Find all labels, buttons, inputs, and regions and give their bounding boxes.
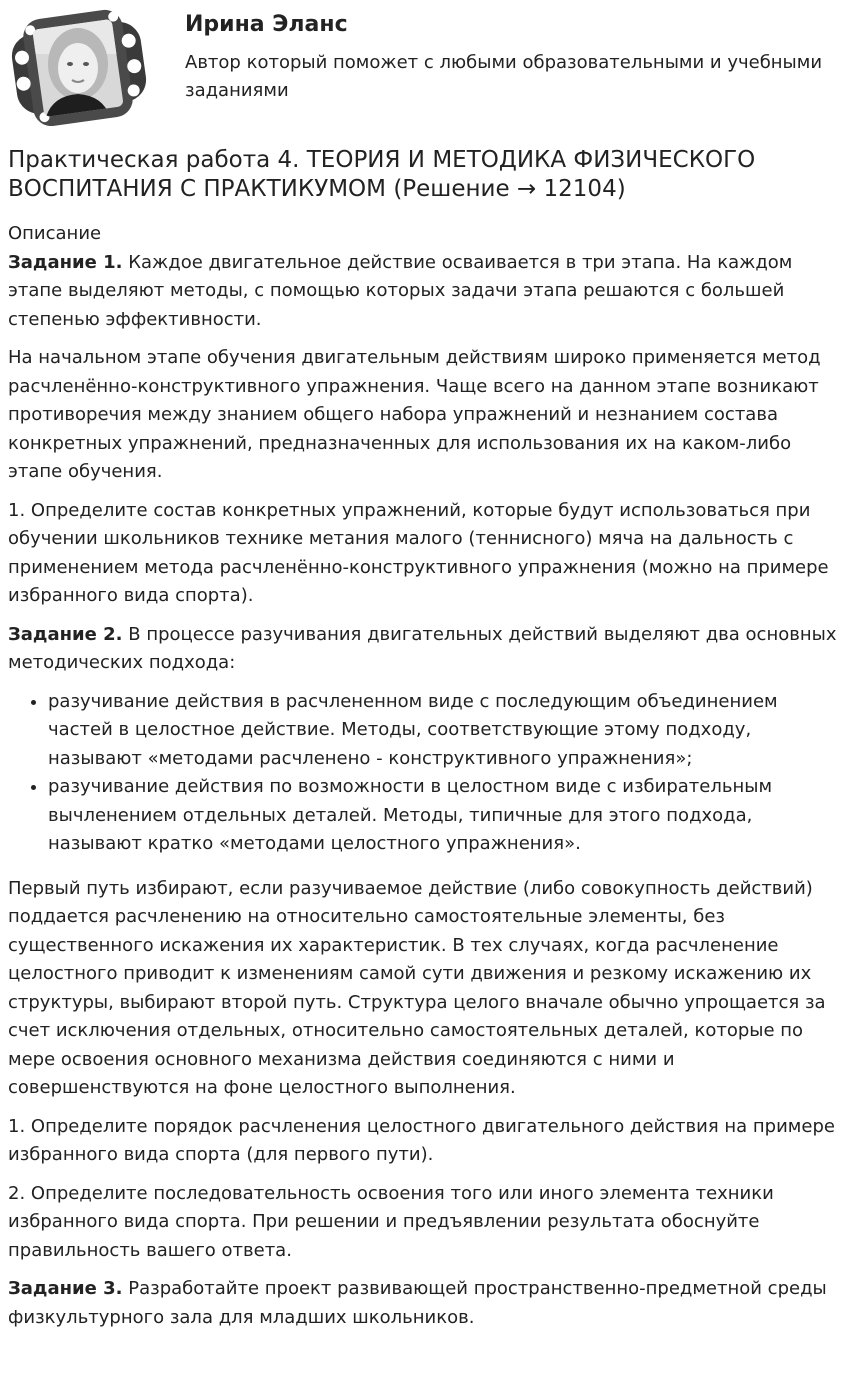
avatar-image <box>8 8 150 126</box>
list-item: • разучивание действия в расчлененном виде с последующим объединением частей в целостное действие. Методы, соответствующие этому подходу, называют «методами расчленено - конструктивного упражнения»; <box>48 688 838 774</box>
author-card <box>0 0 847 140</box>
task2-label: Задание 2. <box>8 623 123 645</box>
task3-paragraph <box>8 1275 838 1332</box>
task2-approaches-list <box>8 688 838 859</box>
author-bio: Автор который поможет с любыми образовательными и учебными заданиями <box>185 52 823 101</box>
page-title: Практическая работа 4. ТЕОРИЯ И МЕТОДИКА ФИЗИЧЕСКОГО ВОСПИТАНИЯ С ПРАКТИКУМОМ (Решение → 12104) <box>8 147 756 202</box>
task2-paragraph <box>8 621 838 678</box>
description-label: Описание <box>8 223 102 244</box>
task1-text: Каждое двигательное действие осваивается в три этапа. На каждом этапе выделяют методы, с помощью которых задачи этапа решаются с большей степенью эффективности. <box>8 251 793 330</box>
task1-paragraph <box>8 249 838 335</box>
avatar[interactable] <box>8 8 150 126</box>
task2-text: В процессе разучивания двигательных действий выделяют два основных методических подхода: <box>8 623 837 673</box>
task2-paragraph-2: Первый путь избирают, если разучиваемое действие (либо совокупность действий) поддается расчленению на относительно самостоятельные элементы, без существенного искажения их характеристик. В тех случаях, когда расчленение целостного приводит к изменениям самой сути движения и резкому искажению их структуры, выбирают второй путь. Структура целого вначале обычно упрощается за счет исключения отдельных, относительно самостоятельных деталей, которые по мере освоения основного механизма действия соединяются с ними и совершенствуются на фоне целостного выполнения. <box>8 877 826 1098</box>
task1-label: Задание 1. <box>8 251 123 273</box>
task3-text: Разработайте проект развивающей пространственно-предметной среды физкультурного зала для младших школьников. <box>8 1278 827 1328</box>
task1-question-1: 1. Определите состав конкретных упражнений, которые будут использоваться при обучении школьников технике метания малого (теннисного) мяча на дальность с применением метода расчленённо-конструктивного упражнения (можно на примере избранного вида спорта). <box>8 499 829 606</box>
task2-question-2: 2. Определите последовательность освоения того или иного элемента техники избранного вида спорта. При решении и предъявлении результата обоснуйте правильность вашего ответа. <box>8 1182 774 1261</box>
task2-question-1: 1. Определите порядок расчленения целостного двигательного действия на примере избранного вида спорта (для первого пути). <box>8 1115 835 1165</box>
task3-label: Задание 3. <box>8 1278 123 1299</box>
author-name[interactable]: Ирина Эланс <box>185 12 348 37</box>
task1-paragraph-2: На начальном этапе обучения двигательным действиям широко применяется метод расчленённо-конструктивного упражнения. Чаще всего на данном этапе возникают противоречия между знанием общего набора упражнений и незнанием состава конкретных упражнений, предназначенных для использования их на каком-либо этапе обучения. <box>8 347 821 482</box>
main-content <box>8 146 838 1342</box>
list-item: • разучивание действия по возможности в целостном виде с избирательным вычленением отдельных деталей. Методы, типичные для этого подхода, называют кратко «методами целостного упражнения». <box>48 773 838 859</box>
